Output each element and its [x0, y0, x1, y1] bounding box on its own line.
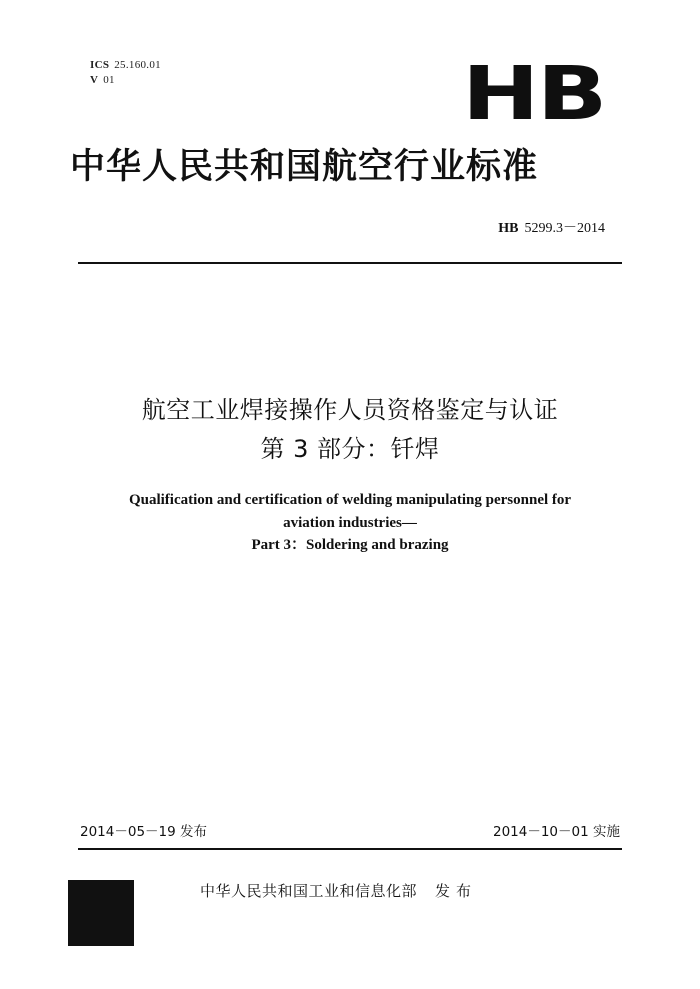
implementation-date: 2014－10－01 实施	[492, 824, 620, 840]
ics-value: 25.160.01	[114, 59, 161, 71]
classification-label: V	[90, 74, 99, 86]
standard-title: 中华人民共和国航空行业标准	[70, 147, 539, 187]
hb-logo: HB	[462, 51, 605, 137]
standard-number	[498, 217, 605, 237]
standard-number-value: 5299.3－2014	[524, 221, 605, 236]
en-title-line-1: Qualification and certification of welding manipulating personnel for	[128, 492, 572, 508]
publisher-suffix: 发布	[435, 882, 478, 900]
classification-value: 01	[103, 74, 115, 86]
ics-label: ICS	[90, 59, 110, 71]
standard-number-prefix: HB	[498, 221, 519, 236]
issue-date: 2014－05－19 发布	[80, 824, 208, 840]
cn-title-line-2: 第 3 部分：钎焊	[260, 435, 440, 463]
classification-code	[90, 73, 115, 87]
publisher-name: 中华人民共和国工业和信息化部	[200, 882, 418, 900]
ics-code	[90, 58, 161, 72]
footer-divider	[78, 848, 622, 850]
cn-title-line-1: 航空工业焊接操作人员资格鉴定与认证	[141, 396, 559, 424]
en-title-line-2: aviation industries—	[283, 515, 417, 531]
publisher	[200, 880, 477, 901]
en-title-line-3: Part 3：Soldering and brazing	[251, 537, 449, 553]
publisher-emblem-block	[68, 880, 134, 946]
header-divider	[78, 262, 622, 264]
